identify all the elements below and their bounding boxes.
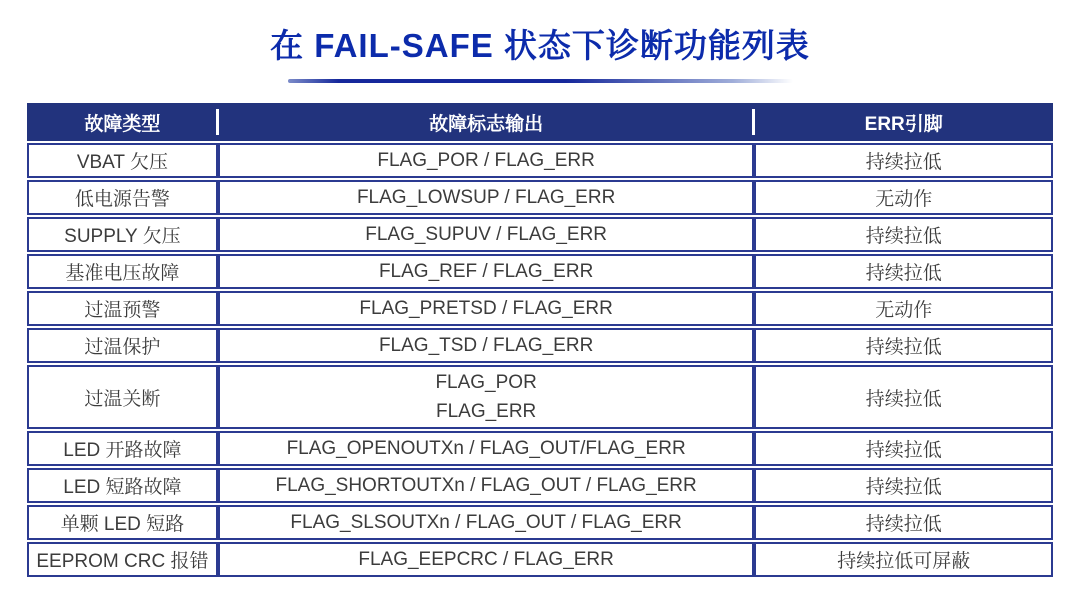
fault-type-cell: 过温关断	[27, 365, 218, 429]
table-row	[27, 291, 1053, 326]
flag-output-cell	[218, 542, 755, 577]
flag-output-cell	[218, 254, 755, 289]
header-row	[27, 103, 1053, 141]
err-pin-cell: 持续拉低	[754, 328, 1053, 363]
table-body	[27, 143, 1053, 577]
flag-output-line: FLAG_SUPUV / FLAG_ERR	[365, 224, 608, 245]
table-row	[27, 180, 1053, 215]
page-title: 在 FAIL-SAFE 状态下诊断功能列表	[270, 27, 810, 64]
fault-type-cell: EEPROM CRC 报错	[27, 542, 218, 577]
table-row	[27, 505, 1053, 540]
table-row	[27, 254, 1053, 289]
err-pin-cell: 持续拉低	[754, 365, 1053, 429]
fault-type-cell: 过温保护	[27, 328, 218, 363]
flag-output-line: FLAG_POR	[435, 372, 537, 393]
table-row	[27, 143, 1053, 178]
fault-type-cell: VBAT 欠压	[27, 143, 218, 178]
flag-output-line: FLAG_OPENOUTXn / FLAG_OUT/FLAG_ERR	[286, 438, 686, 459]
err-pin-cell: 持续拉低	[754, 431, 1053, 466]
table-row	[27, 468, 1053, 503]
flag-output-line: FLAG_ERR	[435, 401, 537, 422]
err-pin-cell: 持续拉低	[754, 217, 1053, 252]
flag-output-line: FLAG_POR / FLAG_ERR	[377, 150, 595, 171]
fault-type-cell: 低电源告警	[27, 180, 218, 215]
fault-type-cell: LED 短路故障	[27, 468, 218, 503]
table-row	[27, 365, 1053, 429]
err-pin-cell: 无动作	[754, 291, 1053, 326]
flag-output-line: FLAG_SHORTOUTXn / FLAG_OUT / FLAG_ERR	[275, 475, 697, 496]
fault-type-cell: 过温预警	[27, 291, 218, 326]
fault-type-cell: 基准电压故障	[27, 254, 218, 289]
col-header-flag-output: 故障标志输出	[218, 103, 755, 141]
flag-output-cell	[218, 328, 755, 363]
flag-output-line: FLAG_LOWSUP / FLAG_ERR	[356, 187, 616, 208]
flag-output-cell	[218, 180, 755, 215]
flag-output-cell	[218, 291, 755, 326]
table-row	[27, 328, 1053, 363]
flag-output-cell	[218, 468, 755, 503]
flag-output-cell	[218, 505, 755, 540]
flag-output-cell	[218, 143, 755, 178]
table-header	[27, 103, 1053, 141]
fault-type-cell: SUPPLY 欠压	[27, 217, 218, 252]
flag-output-cell	[218, 365, 755, 429]
err-pin-cell: 持续拉低	[754, 505, 1053, 540]
flag-output-cell	[218, 217, 755, 252]
title-underline	[288, 79, 793, 83]
err-pin-cell: 无动作	[754, 180, 1053, 215]
err-pin-cell: 持续拉低	[754, 468, 1053, 503]
err-pin-cell: 持续拉低	[754, 254, 1053, 289]
flag-output-line: FLAG_TSD / FLAG_ERR	[378, 335, 594, 356]
err-pin-cell: 持续拉低可屏蔽	[754, 542, 1053, 577]
flag-output-line: FLAG_SLSOUTXn / FLAG_OUT / FLAG_ERR	[290, 512, 682, 533]
fault-type-cell: 单颗 LED 短路	[27, 505, 218, 540]
flag-output-line: FLAG_PRETSD / FLAG_ERR	[359, 298, 613, 319]
col-header-fault-type: 故障类型	[27, 103, 218, 141]
fault-type-cell: LED 开路故障	[27, 431, 218, 466]
flag-output-line: FLAG_EEPCRC / FLAG_ERR	[358, 549, 614, 570]
table-row	[27, 217, 1053, 252]
flag-output-line: FLAG_REF / FLAG_ERR	[378, 261, 594, 282]
diagnostics-table	[27, 101, 1053, 579]
flag-output-cell	[218, 431, 755, 466]
table-row	[27, 542, 1053, 577]
col-header-err-pin: ERR引脚	[754, 103, 1053, 141]
table-row	[27, 431, 1053, 466]
err-pin-cell: 持续拉低	[754, 143, 1053, 178]
